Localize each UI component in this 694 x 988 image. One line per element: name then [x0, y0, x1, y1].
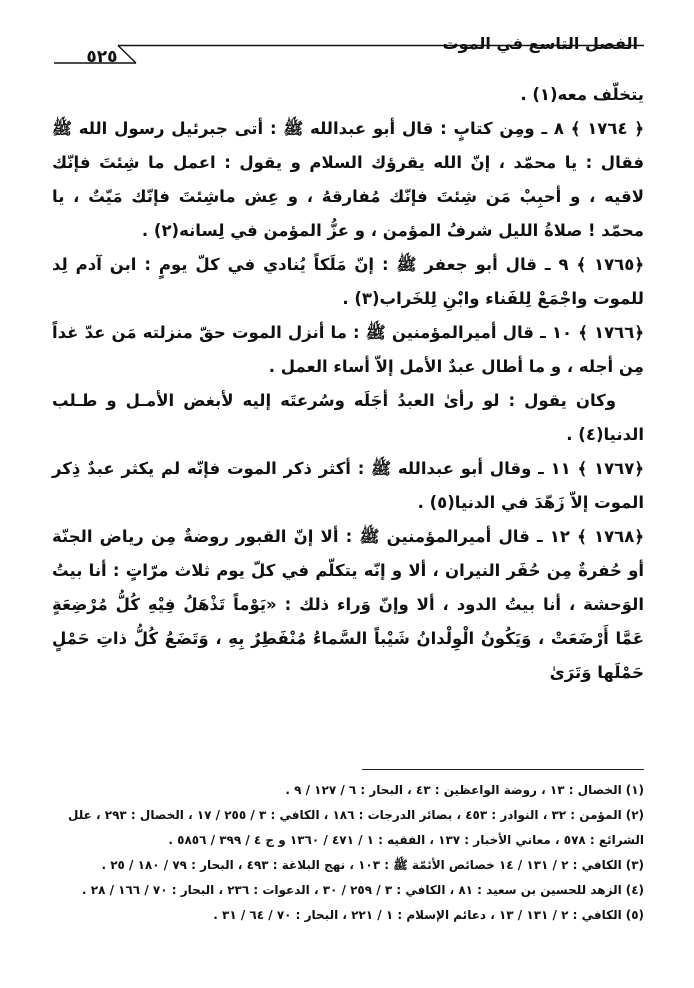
hadith-paragraph: ﴿١٧٦٥ ﴾ ٩ ـ قال أبو جعفر ﷺ : إنّ مَلَكاً يُنادي في كلّ يومٍ : ابن آدم لِد للموت واجْمَعْ لِلفَناء وابْنِ لِلخَراب(٣) . — [52, 255, 644, 308]
footnote — [52, 903, 644, 928]
footnote-number: (٢) — [625, 808, 644, 822]
footnote-number: (١) — [625, 783, 644, 797]
footnote-text: الكافي : ٢ / ١٣١ / ١٤ خصائص الأئمّة ﷺ : ١٠٣ ، نهج البلاغة : ٤٩٣ ، البحار : ٧٩ / ١٨٠ / ٢٥ . — [101, 858, 622, 872]
running-header — [48, 18, 648, 68]
footnote — [52, 803, 644, 853]
footnote-separator — [362, 769, 644, 770]
footnote-text: المؤمن : ٣٢ ، النوادر : ٤٥٣ ، بصائر الدرجات : ١٨٦ ، الكافي : ٣ / ٢٥٥ / ١٧ ، الخصال : ٢٩٣ ، علل الشرائع : ٥٧٨ ، معاني الأخبار : ١٣٧ ، الفقيه : ١ / ٤٧١ / ١٣٦٠ و ج ٤ / ٣٩٩ / ٥٨٥٦ . — [68, 808, 644, 847]
paragraph: يتخلّف معه(١) . — [520, 85, 644, 104]
footnote — [52, 778, 644, 803]
chapter-title: الفصل التاسع في الموت — [442, 34, 638, 53]
page-number: ٥٢٥ — [86, 47, 118, 67]
hadith-paragraph: ﴿١٧٦٦ ﴾ ١٠ ـ قال أميرالمؤمنين ﷺ : ما أنزل الموت حقّ منزلته مَن عدّ غداً مِن أجله ، و ما أطال عبدٌ الأمل إلاّ أساء العمل . — [52, 323, 644, 376]
footnote-text: الخصال : ١٣ ، روضة الواعظين : ٤٣ ، البحار : ٦ / ١٢٧ / ٩ . — [285, 783, 622, 797]
footnote — [52, 853, 644, 878]
footnote-number: (٣) — [625, 858, 644, 872]
hadith-paragraph: ﴿١٧٦٨ ﴾ ١٢ ـ قال أميرالمؤمنين ﷺ : ألا إنّ القبور روضةٌ مِن رياض الجنّة أو حُفرةٌ مِن حُفَر النيران ، ألا و إنّه يتكلّم في كلّ يوم ثلاث مرّاتٍ : أنا بيتُ الوَحشة ، أنا بيتُ الدود ، ألا وإنّ وَراء ذلك : «يَوْماً تَذْهَلُ فِيْهِ كُلُّ مُرْضِعَةٍ عَمَّا أَرْضَعَتْ ، وَيَكُونُ الْوِلْدانُ شَيْباً السَّماءُ مُنْفَطِرٌ بِهِ ، وَتَضَعُ كُلُّ ذاتِ حَمْلٍ حَمْلَها وَتَرَىٰ — [52, 527, 644, 682]
footnote — [52, 878, 644, 903]
main-text — [52, 78, 644, 690]
paragraph: وكان يقول : لو رأىٰ العبدُ أجَلَه وسُرعتَه إليه لأبغض الأمـل و طـلب الدنيا(٤) . — [52, 391, 644, 444]
footnote-number: (٤) — [625, 883, 644, 897]
footnote-text: الكافي : ٢ / ١٣١ / ١٣ ، دعائم الإسلام : ١ / ٢٢١ ، البحار : ٧٠ / ٦٤ / ٣١ . — [213, 908, 622, 922]
footnote-number: (٥) — [625, 908, 644, 922]
footnote-text: الزهد للحسين بن سعيد : ٨١ ، الكافي : ٣ / ٢٥٩ / ٣٠ ، الدعوات : ٢٣٦ ، البحار : ٧٠ / ١٦٦ / ٢٨ . — [82, 883, 622, 897]
hadith-paragraph: ﴿١٧٦٧ ﴾ ١١ ـ وقال أبو عبدالله ﷺ : أكثر ذكر الموت فإنّه لم يكثر عبدٌ ذِكر الموت إلاّ زَهّدَ في الدنيا(٥) . — [52, 459, 644, 512]
hadith-paragraph: ﴿ ١٧٦٤ ﴾ ٨ ـ ومِن كتابٍ : قال أبو عبدالله ﷺ : أتى جبرئيل رسول الله ﷺ فقال : يا محمّد ، إنّ الله يقرؤك السلام و يقول : اعمل ما شِئتَ فإنّك لاقيه ، و أحبِبْ مَن شِئتَ فإنّك مُفارقهُ ، و عِش ماشِئتَ فإنّك مَيّتٌ ، يا محمّد ! صلاةُ الليل شرفُ المؤمن ، و عزُّ المؤمن في لِسانه(٢) . — [52, 119, 644, 240]
footnotes — [52, 778, 644, 928]
